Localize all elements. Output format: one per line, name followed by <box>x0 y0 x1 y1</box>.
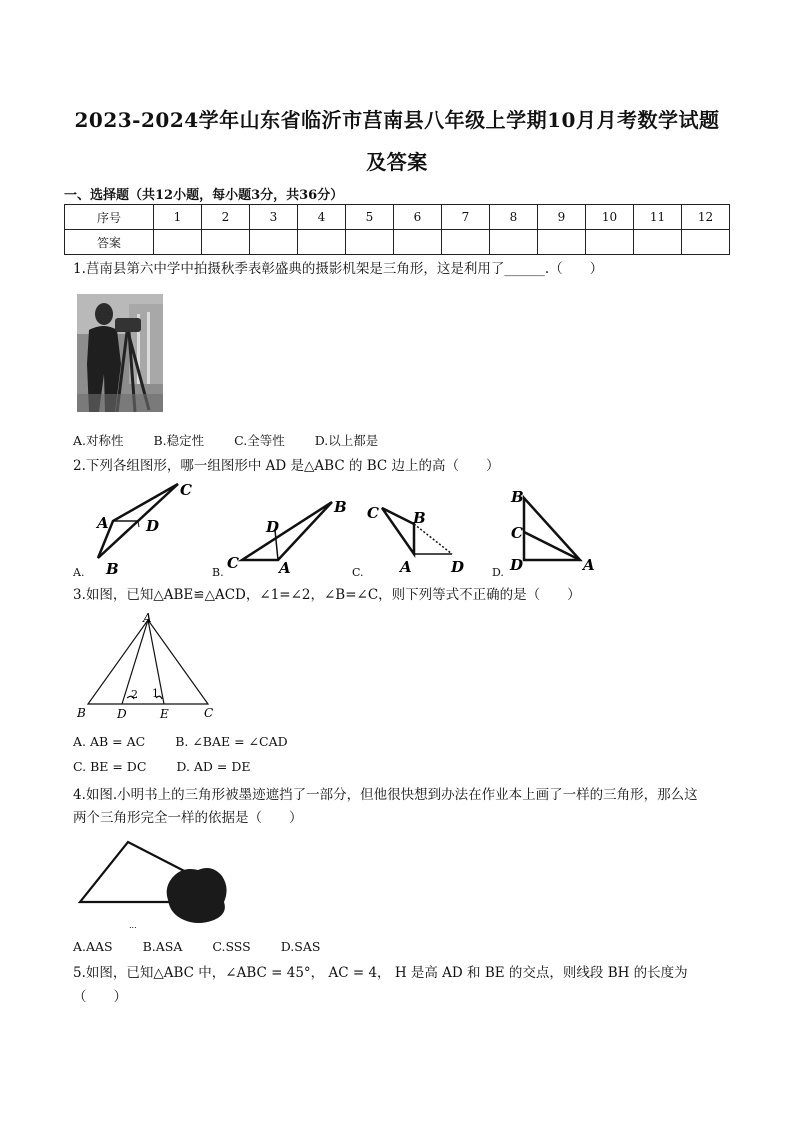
q4-option-d[interactable]: D.SAS <box>280 939 321 954</box>
q4-option-b[interactable]: B.ASA <box>142 939 183 954</box>
camera-tripod-photo <box>77 294 163 412</box>
svg-text:A: A <box>143 611 152 625</box>
q2-figure-d <box>524 498 580 560</box>
answer-cell[interactable] <box>250 230 298 255</box>
q3-option-c[interactable]: C. BE = DC <box>73 759 147 774</box>
question-2-text: 2.下列各组图形，哪一组图形中 AD 是△ABC 的 BC 边上的高（ ） <box>73 458 500 474</box>
svg-text:A: A <box>583 556 595 574</box>
q1-option-b[interactable]: B.稳定性 <box>153 433 205 448</box>
answer-cell[interactable] <box>442 230 490 255</box>
q1-option-a[interactable]: A.对称性 <box>73 433 124 448</box>
table-cell-number: 11 <box>634 205 682 230</box>
answer-cell[interactable] <box>634 230 682 255</box>
answer-table <box>64 204 730 255</box>
answer-cell[interactable] <box>394 230 442 255</box>
answer-cell[interactable] <box>586 230 634 255</box>
q4-option-a[interactable]: A.AAS <box>73 939 113 954</box>
table-cell-number: 10 <box>586 205 634 230</box>
svg-text:C: C <box>367 504 379 522</box>
question-4-options <box>73 939 346 954</box>
question-3-figure <box>72 610 222 722</box>
q3-option-b[interactable]: B. ∠BAE = ∠CAD <box>175 734 288 749</box>
table-header-number: 序号 <box>65 205 154 230</box>
question-5-text-line2: （ ） <box>73 989 127 1005</box>
table-cell-number: 1 <box>154 205 202 230</box>
question-4-text-line1: 4.如图.小明书上的三角形被墨迹遮挡了一部分，但他很快想到办法在作业本上画了一样的三角形，那么这 <box>73 787 698 803</box>
svg-text:B: B <box>511 488 524 506</box>
svg-text:C: C <box>511 524 523 542</box>
q4-option-c[interactable]: C.SSS <box>212 939 251 954</box>
q2-label-a[interactable]: A. <box>73 566 85 579</box>
question-5-text-line1: 5.如图，已知△ABC 中，∠ABC = 45°， AC = 4， H 是高 AD 和 BE 的交点，则线段 BH 的长度为 <box>73 965 688 981</box>
svg-text:D: D <box>146 517 160 535</box>
q2-figure-b <box>242 502 332 560</box>
q3-option-a[interactable]: A. AB = AC <box>73 734 146 749</box>
table-cell-number: 7 <box>442 205 490 230</box>
answer-cell[interactable] <box>202 230 250 255</box>
svg-text:C: C <box>180 481 192 499</box>
svg-text:A: A <box>279 559 291 577</box>
q2-label-d[interactable]: D. <box>492 566 504 579</box>
q1-option-c[interactable]: C.全等性 <box>234 433 285 448</box>
exam-title-line2: 及答案 <box>366 150 428 174</box>
answer-cell[interactable] <box>346 230 394 255</box>
q2-label-b[interactable]: B. <box>212 566 224 579</box>
question-3-text: 3.如图，已知△ABE≌△ACD，∠1=∠2，∠B=∠C，则下列等式不正确的是（ ） <box>73 587 581 603</box>
q3-option-d[interactable]: D. AD = DE <box>176 759 251 774</box>
table-header-answer: 答案 <box>65 230 154 255</box>
ink-blot-icon <box>167 868 227 923</box>
svg-text:B: B <box>413 509 426 527</box>
question-3-options-row2 <box>73 759 277 774</box>
svg-text:B: B <box>334 498 347 516</box>
table-cell-number: 3 <box>250 205 298 230</box>
question-1-text: 1.莒南县第六中学中拍摄秋季表彰盛典的摄影机架是三角形，这是利用了______.（ ） <box>73 261 604 277</box>
svg-text:D: D <box>266 518 280 536</box>
section-heading: 一、选择题（共12小题，每小题3分，共36分） <box>64 188 344 203</box>
svg-text:B: B <box>106 560 119 578</box>
svg-text:C: C <box>204 706 214 720</box>
table-cell-number: 4 <box>298 205 346 230</box>
table-cell-number: 5 <box>346 205 394 230</box>
answer-table-number-row <box>65 205 730 230</box>
question-1-options <box>73 431 404 449</box>
svg-text:B: B <box>77 706 86 720</box>
svg-text:E: E <box>160 707 169 721</box>
answer-cell[interactable] <box>538 230 586 255</box>
answer-cell[interactable] <box>298 230 346 255</box>
q2-label-c[interactable]: C. <box>352 566 364 579</box>
svg-text:D: D <box>510 556 524 574</box>
answer-table-answer-row <box>65 230 730 255</box>
table-cell-number: 6 <box>394 205 442 230</box>
table-cell-number: 12 <box>682 205 730 230</box>
question-2-figures <box>70 478 610 580</box>
answer-cell[interactable] <box>682 230 730 255</box>
svg-text:D: D <box>117 707 127 721</box>
table-cell-number: 9 <box>538 205 586 230</box>
svg-text:...: ... <box>129 921 137 930</box>
question-3-options-row1 <box>73 734 314 749</box>
table-cell-number: 2 <box>202 205 250 230</box>
q3-angle-label-1: 1 <box>152 687 159 700</box>
exam-title-line1: 2023-2024学年山东省临沂市莒南县八年级上学期10月月考数学试题 <box>74 108 720 132</box>
q3-angle-label-2: 2 <box>131 688 138 701</box>
svg-text:A: A <box>400 558 412 576</box>
svg-text:C: C <box>227 554 239 572</box>
q1-option-d[interactable]: D.以上都是 <box>314 433 379 448</box>
svg-text:A: A <box>97 514 109 532</box>
answer-cell[interactable] <box>490 230 538 255</box>
q2-figure-a <box>98 484 178 558</box>
question-4-text-line2: 两个三角形完全一样的依据是（ ） <box>73 810 303 826</box>
question-4-figure <box>72 834 232 934</box>
table-cell-number: 8 <box>490 205 538 230</box>
svg-text:D: D <box>451 558 465 576</box>
answer-cell[interactable] <box>154 230 202 255</box>
